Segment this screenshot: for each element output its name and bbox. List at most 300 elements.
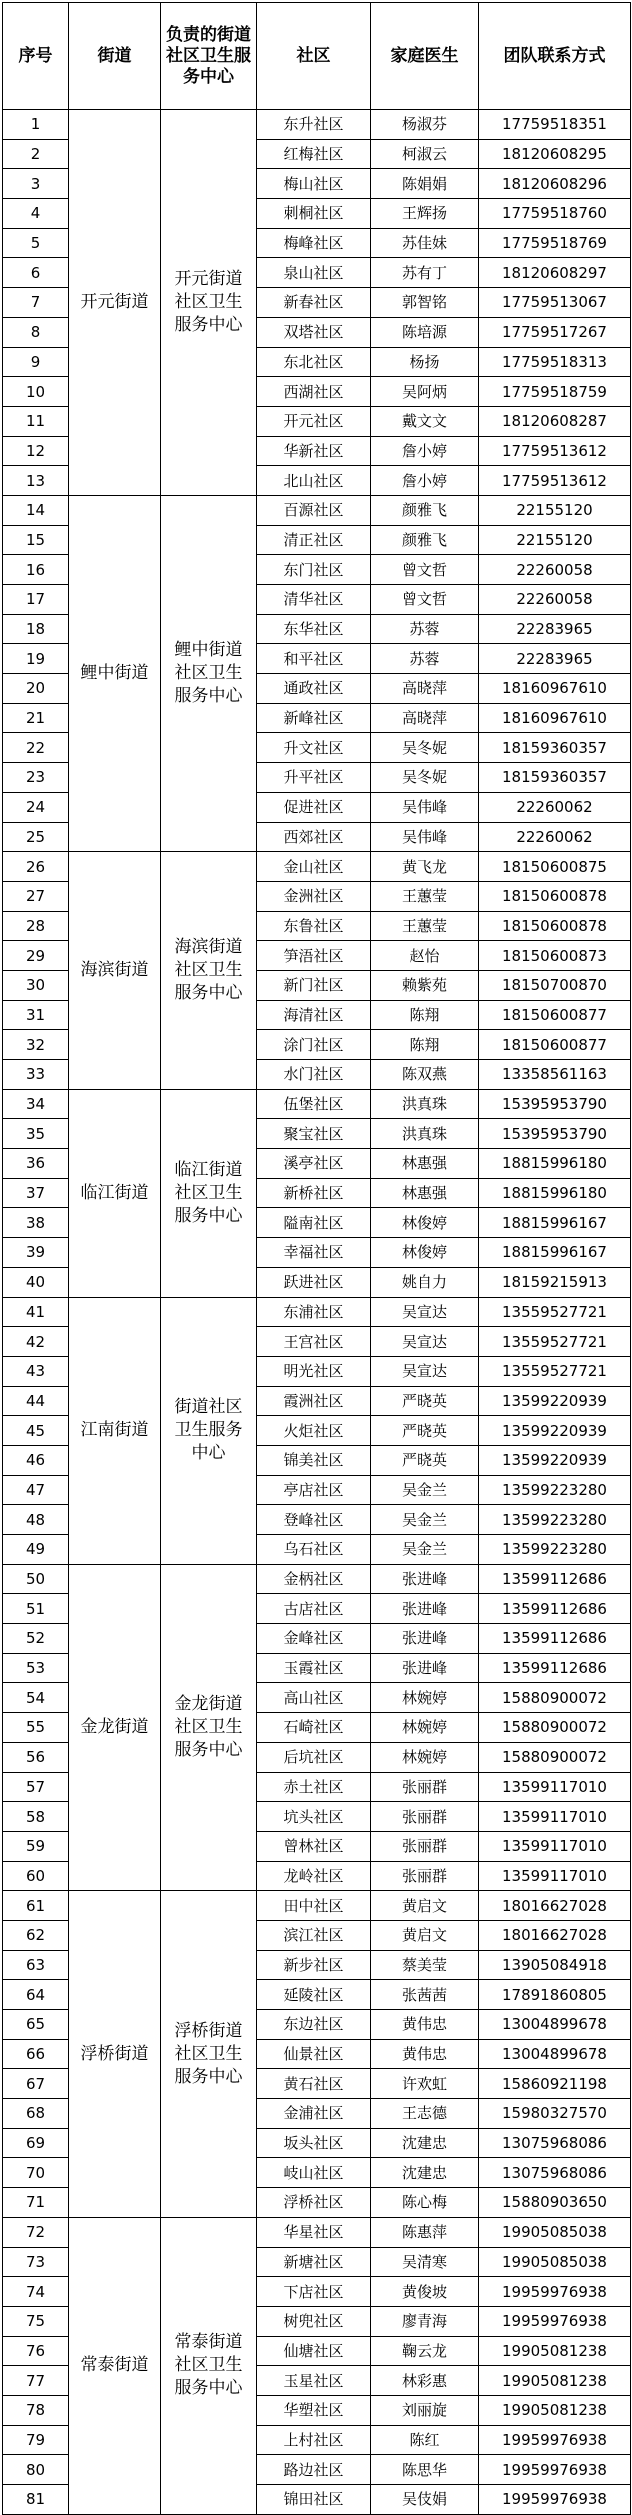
doctor-cell: 苏蓉 xyxy=(371,644,479,674)
doctor-cell: 陈翔 xyxy=(371,1030,479,1060)
community-cell: 西湖社区 xyxy=(257,377,371,407)
doctor-cell: 张进峰 xyxy=(371,1564,479,1594)
contact-cell: 18150600877 xyxy=(479,1030,631,1060)
contact-cell: 15395953790 xyxy=(479,1119,631,1149)
doctor-cell: 刘丽旋 xyxy=(371,2395,479,2425)
doctor-cell: 吴金兰 xyxy=(371,1505,479,1535)
doctor-cell: 黄启文 xyxy=(371,1891,479,1921)
row-number-cell: 64 xyxy=(3,1980,69,2010)
contact-cell: 22155120 xyxy=(479,525,631,555)
contact-cell: 17759513612 xyxy=(479,466,631,496)
row-number-cell: 37 xyxy=(3,1178,69,1208)
row-number-cell: 73 xyxy=(3,2247,69,2277)
doctor-cell: 王志德 xyxy=(371,2099,479,2129)
row-number-cell: 4 xyxy=(3,199,69,229)
doctor-cell: 曾文哲 xyxy=(371,555,479,585)
row-number-cell: 43 xyxy=(3,1356,69,1386)
row-number-cell: 68 xyxy=(3,2099,69,2129)
street-cell: 常泰街道 xyxy=(69,2217,161,2514)
street-cell: 临江街道 xyxy=(69,1089,161,1297)
row-number-cell: 35 xyxy=(3,1119,69,1149)
contact-cell: 19959976938 xyxy=(479,2485,631,2515)
doctor-cell: 陈惠萍 xyxy=(371,2217,479,2247)
contact-cell: 13905084918 xyxy=(479,1950,631,1980)
row-number-cell: 20 xyxy=(3,674,69,704)
contact-cell: 13599220939 xyxy=(479,1416,631,1446)
community-cell: 岐山社区 xyxy=(257,2158,371,2188)
doctor-cell: 鞠云龙 xyxy=(371,2336,479,2366)
doctor-cell: 陈娟娟 xyxy=(371,169,479,199)
row-number-cell: 14 xyxy=(3,495,69,525)
contact-cell: 13559527721 xyxy=(479,1297,631,1327)
community-cell: 锦田社区 xyxy=(257,2485,371,2515)
row-number-cell: 72 xyxy=(3,2217,69,2247)
contact-cell: 19905081238 xyxy=(479,2395,631,2425)
contact-cell: 13559527721 xyxy=(479,1356,631,1386)
contact-cell: 13599117010 xyxy=(479,1861,631,1891)
health-center-cell: 鲤中街道社区卫生服务中心 xyxy=(161,495,257,851)
contact-cell: 13599112686 xyxy=(479,1594,631,1624)
contact-cell: 15880900072 xyxy=(479,1683,631,1713)
community-cell: 路边社区 xyxy=(257,2455,371,2485)
doctor-cell: 王辉扬 xyxy=(371,199,479,229)
row-number-cell: 24 xyxy=(3,792,69,822)
row-number-cell: 33 xyxy=(3,1060,69,1090)
contact-cell: 13599223280 xyxy=(479,1505,631,1535)
community-cell: 华星社区 xyxy=(257,2217,371,2247)
community-cell: 锦美社区 xyxy=(257,1445,371,1475)
community-cell: 东华社区 xyxy=(257,614,371,644)
doctor-cell: 吴宣达 xyxy=(371,1356,479,1386)
community-cell: 金山社区 xyxy=(257,852,371,882)
doctor-cell: 陈心梅 xyxy=(371,2188,479,2218)
doctor-cell: 黄俊坡 xyxy=(371,2277,479,2307)
community-cell: 新塘社区 xyxy=(257,2247,371,2277)
doctor-cell: 吴伎娟 xyxy=(371,2485,479,2515)
row-number-cell: 63 xyxy=(3,1950,69,1980)
community-cell: 下店社区 xyxy=(257,2277,371,2307)
row-number-cell: 59 xyxy=(3,1831,69,1861)
doctor-cell: 吴伟峰 xyxy=(371,822,479,852)
doctor-cell: 苏佳妹 xyxy=(371,228,479,258)
row-number-cell: 13 xyxy=(3,466,69,496)
street-cell: 江南街道 xyxy=(69,1297,161,1564)
community-cell: 新步社区 xyxy=(257,1950,371,1980)
table-row xyxy=(3,1089,631,1119)
health-center-cell: 常泰街道社区卫生服务中心 xyxy=(161,2217,257,2514)
community-cell: 泉山社区 xyxy=(257,258,371,288)
doctor-cell: 黄启文 xyxy=(371,1920,479,1950)
row-number-cell: 6 xyxy=(3,258,69,288)
community-cell: 华塑社区 xyxy=(257,2395,371,2425)
row-number-cell: 77 xyxy=(3,2366,69,2396)
contact-cell: 13599117010 xyxy=(479,1802,631,1832)
contact-cell: 17891860805 xyxy=(479,1980,631,2010)
community-cell: 新门社区 xyxy=(257,970,371,1000)
community-cell: 东浦社区 xyxy=(257,1297,371,1327)
row-number-cell: 60 xyxy=(3,1861,69,1891)
street-cell: 鲤中街道 xyxy=(69,495,161,851)
row-number-cell: 39 xyxy=(3,1238,69,1268)
community-cell: 龙岭社区 xyxy=(257,1861,371,1891)
table-row xyxy=(3,110,631,140)
doctor-cell: 杨淑芬 xyxy=(371,110,479,140)
row-number-cell: 12 xyxy=(3,436,69,466)
contact-cell: 13599220939 xyxy=(479,1445,631,1475)
doctor-cell: 赖紫苑 xyxy=(371,970,479,1000)
row-number-cell: 58 xyxy=(3,1802,69,1832)
health-center-cell: 临江街道社区卫生服务中心 xyxy=(161,1089,257,1297)
row-number-cell: 34 xyxy=(3,1089,69,1119)
community-cell: 跃进社区 xyxy=(257,1267,371,1297)
contact-cell: 13599223280 xyxy=(479,1475,631,1505)
contact-cell: 13358561163 xyxy=(479,1060,631,1090)
doctor-cell: 苏有丁 xyxy=(371,258,479,288)
community-cell: 水门社区 xyxy=(257,1060,371,1090)
doctor-cell: 林惠强 xyxy=(371,1149,479,1179)
doctor-cell: 吴宣达 xyxy=(371,1297,479,1327)
community-cell: 通政社区 xyxy=(257,674,371,704)
contact-cell: 22260058 xyxy=(479,585,631,615)
contact-cell: 17759518759 xyxy=(479,377,631,407)
community-cell: 后坑社区 xyxy=(257,1742,371,1772)
doctor-cell: 陈双燕 xyxy=(371,1060,479,1090)
street-cell: 金龙街道 xyxy=(69,1564,161,1891)
contact-cell: 13599223280 xyxy=(479,1535,631,1565)
community-cell: 升文社区 xyxy=(257,733,371,763)
table-body xyxy=(3,110,631,2515)
header-cell: 社区 xyxy=(257,3,371,110)
doctor-cell: 许欢虹 xyxy=(371,2069,479,2099)
street-cell: 开元街道 xyxy=(69,110,161,496)
community-cell: 赤土社区 xyxy=(257,1772,371,1802)
community-cell: 升平社区 xyxy=(257,763,371,793)
doctor-cell: 张茜茜 xyxy=(371,1980,479,2010)
community-cell: 华新社区 xyxy=(257,436,371,466)
community-cell: 红梅社区 xyxy=(257,139,371,169)
contact-cell: 22260062 xyxy=(479,822,631,852)
doctor-cell: 陈翔 xyxy=(371,1000,479,1030)
community-cell: 梅山社区 xyxy=(257,169,371,199)
row-number-cell: 45 xyxy=(3,1416,69,1446)
contact-cell: 18150600878 xyxy=(479,911,631,941)
community-cell: 隘南社区 xyxy=(257,1208,371,1238)
table-row xyxy=(3,1297,631,1327)
community-cell: 霞洲社区 xyxy=(257,1386,371,1416)
community-cell: 笋浯社区 xyxy=(257,941,371,971)
row-number-cell: 62 xyxy=(3,1920,69,1950)
row-number-cell: 1 xyxy=(3,110,69,140)
row-number-cell: 80 xyxy=(3,2455,69,2485)
row-number-cell: 9 xyxy=(3,347,69,377)
row-number-cell: 75 xyxy=(3,2306,69,2336)
community-cell: 石崎社区 xyxy=(257,1713,371,1743)
community-cell: 登峰社区 xyxy=(257,1505,371,1535)
row-number-cell: 74 xyxy=(3,2277,69,2307)
row-number-cell: 71 xyxy=(3,2188,69,2218)
row-number-cell: 55 xyxy=(3,1713,69,1743)
community-cell: 伍堡社区 xyxy=(257,1089,371,1119)
contact-cell: 18159215913 xyxy=(479,1267,631,1297)
street-cell: 浮桥街道 xyxy=(69,1891,161,2218)
contact-cell: 13075968086 xyxy=(479,2128,631,2158)
row-number-cell: 66 xyxy=(3,2039,69,2069)
row-number-cell: 36 xyxy=(3,1149,69,1179)
contact-cell: 22260062 xyxy=(479,792,631,822)
doctor-cell: 柯淑云 xyxy=(371,139,479,169)
community-cell: 金峰社区 xyxy=(257,1624,371,1654)
contact-cell: 18160967610 xyxy=(479,674,631,704)
row-number-cell: 8 xyxy=(3,317,69,347)
community-cell: 涂门社区 xyxy=(257,1030,371,1060)
community-cell: 新春社区 xyxy=(257,288,371,318)
row-number-cell: 29 xyxy=(3,941,69,971)
contact-cell: 13599112686 xyxy=(479,1624,631,1654)
community-cell: 新峰社区 xyxy=(257,703,371,733)
row-number-cell: 48 xyxy=(3,1505,69,1535)
doctor-cell: 林俊婷 xyxy=(371,1208,479,1238)
community-cell: 清正社区 xyxy=(257,525,371,555)
community-cell: 新桥社区 xyxy=(257,1178,371,1208)
row-number-cell: 15 xyxy=(3,525,69,555)
community-cell: 亭店社区 xyxy=(257,1475,371,1505)
contact-cell: 15860921198 xyxy=(479,2069,631,2099)
doctor-cell: 郭智铭 xyxy=(371,288,479,318)
doctor-cell: 杨扬 xyxy=(371,347,479,377)
contact-cell: 19959976938 xyxy=(479,2306,631,2336)
contact-cell: 17759518769 xyxy=(479,228,631,258)
community-cell: 梅峰社区 xyxy=(257,228,371,258)
community-cell: 古店社区 xyxy=(257,1594,371,1624)
row-number-cell: 10 xyxy=(3,377,69,407)
doctor-cell: 张进峰 xyxy=(371,1594,479,1624)
doctor-cell: 林婉婷 xyxy=(371,1683,479,1713)
table-row xyxy=(3,2217,631,2247)
doctor-cell: 林婉婷 xyxy=(371,1713,479,1743)
community-cell: 北山社区 xyxy=(257,466,371,496)
doctor-cell: 高晓萍 xyxy=(371,703,479,733)
contact-cell: 18150600877 xyxy=(479,1000,631,1030)
health-center-cell: 开元街道社区卫生服务中心 xyxy=(161,110,257,496)
contact-cell: 17759513067 xyxy=(479,288,631,318)
row-number-cell: 17 xyxy=(3,585,69,615)
community-cell: 高山社区 xyxy=(257,1683,371,1713)
doctor-cell: 姚自力 xyxy=(371,1267,479,1297)
community-cell: 双塔社区 xyxy=(257,317,371,347)
contact-cell: 19959976938 xyxy=(479,2455,631,2485)
doctor-cell: 张丽群 xyxy=(371,1831,479,1861)
row-number-cell: 25 xyxy=(3,822,69,852)
row-number-cell: 40 xyxy=(3,1267,69,1297)
doctor-cell: 颜雅飞 xyxy=(371,495,479,525)
doctor-cell: 陈培源 xyxy=(371,317,479,347)
contact-cell: 19905081238 xyxy=(479,2366,631,2396)
doctor-cell: 詹小婷 xyxy=(371,466,479,496)
doctor-cell: 严晓英 xyxy=(371,1416,479,1446)
header-cell: 序号 xyxy=(3,3,69,110)
contact-cell: 13599117010 xyxy=(479,1831,631,1861)
community-cell: 和平社区 xyxy=(257,644,371,674)
family-doctor-table xyxy=(2,2,631,2515)
community-cell: 明光社区 xyxy=(257,1356,371,1386)
doctor-cell: 吴宣达 xyxy=(371,1327,479,1357)
doctor-cell: 沈建忠 xyxy=(371,2128,479,2158)
community-cell: 坑头社区 xyxy=(257,1802,371,1832)
doctor-cell: 吴伟峰 xyxy=(371,792,479,822)
contact-cell: 19959976938 xyxy=(479,2277,631,2307)
doctor-cell: 陈红 xyxy=(371,2425,479,2455)
community-cell: 火炬社区 xyxy=(257,1416,371,1446)
contact-cell: 13599220939 xyxy=(479,1386,631,1416)
doctor-cell: 严晓英 xyxy=(371,1445,479,1475)
doctor-cell: 吴冬妮 xyxy=(371,763,479,793)
row-number-cell: 54 xyxy=(3,1683,69,1713)
row-number-cell: 49 xyxy=(3,1535,69,1565)
community-cell: 上村社区 xyxy=(257,2425,371,2455)
community-cell: 东鲁社区 xyxy=(257,911,371,941)
community-cell: 东边社区 xyxy=(257,2010,371,2040)
row-number-cell: 2 xyxy=(3,139,69,169)
community-cell: 仙塘社区 xyxy=(257,2336,371,2366)
community-cell: 王宫社区 xyxy=(257,1327,371,1357)
community-cell: 百源社区 xyxy=(257,495,371,525)
doctor-cell: 张丽群 xyxy=(371,1802,479,1832)
table-row xyxy=(3,1891,631,1921)
contact-cell: 18160967610 xyxy=(479,703,631,733)
row-number-cell: 26 xyxy=(3,852,69,882)
row-number-cell: 42 xyxy=(3,1327,69,1357)
header-cell: 团队联系方式 xyxy=(479,3,631,110)
doctor-cell: 林婉婷 xyxy=(371,1742,479,1772)
contact-cell: 15395953790 xyxy=(479,1089,631,1119)
doctor-cell: 蔡美莹 xyxy=(371,1950,479,1980)
contact-cell: 13075968086 xyxy=(479,2158,631,2188)
row-number-cell: 7 xyxy=(3,288,69,318)
contact-cell: 18150700870 xyxy=(479,970,631,1000)
contact-cell: 13599117010 xyxy=(479,1772,631,1802)
contact-cell: 22283965 xyxy=(479,644,631,674)
contact-cell: 22260058 xyxy=(479,555,631,585)
doctor-cell: 吴冬妮 xyxy=(371,733,479,763)
header-cell: 街道 xyxy=(69,3,161,110)
community-cell: 乌石社区 xyxy=(257,1535,371,1565)
row-number-cell: 32 xyxy=(3,1030,69,1060)
row-number-cell: 46 xyxy=(3,1445,69,1475)
row-number-cell: 61 xyxy=(3,1891,69,1921)
doctor-cell: 黄飞龙 xyxy=(371,852,479,882)
row-number-cell: 69 xyxy=(3,2128,69,2158)
row-number-cell: 21 xyxy=(3,703,69,733)
doctor-cell: 赵怡 xyxy=(371,941,479,971)
community-cell: 海清社区 xyxy=(257,1000,371,1030)
community-cell: 玉霞社区 xyxy=(257,1653,371,1683)
community-cell: 清华社区 xyxy=(257,585,371,615)
contact-cell: 18159360357 xyxy=(479,763,631,793)
doctor-cell: 黄伟忠 xyxy=(371,2010,479,2040)
community-cell: 延陵社区 xyxy=(257,1980,371,2010)
contact-cell: 19905085038 xyxy=(479,2247,631,2277)
health-center-cell: 海滨街道社区卫生服务中心 xyxy=(161,852,257,1090)
contact-cell: 13599112686 xyxy=(479,1653,631,1683)
contact-cell: 18016627028 xyxy=(479,1920,631,1950)
health-center-cell: 街道社区卫生服务中心 xyxy=(161,1297,257,1564)
doctor-cell: 曾文哲 xyxy=(371,585,479,615)
doctor-cell: 王蕙莹 xyxy=(371,881,479,911)
community-cell: 金浦社区 xyxy=(257,2099,371,2129)
contact-cell: 18815996180 xyxy=(479,1178,631,1208)
contact-cell: 22155120 xyxy=(479,495,631,525)
doctor-cell: 吴金兰 xyxy=(371,1475,479,1505)
doctor-cell: 陈思华 xyxy=(371,2455,479,2485)
doctor-cell: 洪真珠 xyxy=(371,1119,479,1149)
row-number-cell: 76 xyxy=(3,2336,69,2366)
row-number-cell: 47 xyxy=(3,1475,69,1505)
contact-cell: 19905081238 xyxy=(479,2336,631,2366)
contact-cell: 22283965 xyxy=(479,614,631,644)
contact-cell: 17759518313 xyxy=(479,347,631,377)
doctor-cell: 吴阿炳 xyxy=(371,377,479,407)
community-cell: 曾林社区 xyxy=(257,1831,371,1861)
doctor-cell: 戴文文 xyxy=(371,406,479,436)
community-cell: 金洲社区 xyxy=(257,881,371,911)
contact-cell: 15980327570 xyxy=(479,2099,631,2129)
community-cell: 浮桥社区 xyxy=(257,2188,371,2218)
table-row xyxy=(3,852,631,882)
contact-cell: 18815996180 xyxy=(479,1149,631,1179)
doctor-cell: 张进峰 xyxy=(371,1624,479,1654)
contact-cell: 13599112686 xyxy=(479,1564,631,1594)
row-number-cell: 22 xyxy=(3,733,69,763)
contact-cell: 17759517267 xyxy=(479,317,631,347)
contact-cell: 18150600873 xyxy=(479,941,631,971)
doctor-cell: 林惠强 xyxy=(371,1178,479,1208)
contact-cell: 15880900072 xyxy=(479,1742,631,1772)
row-number-cell: 51 xyxy=(3,1594,69,1624)
community-cell: 开元社区 xyxy=(257,406,371,436)
row-number-cell: 3 xyxy=(3,169,69,199)
contact-cell: 18120608287 xyxy=(479,406,631,436)
doctor-cell: 黄伟忠 xyxy=(371,2039,479,2069)
community-cell: 田中社区 xyxy=(257,1891,371,1921)
community-cell: 树兜社区 xyxy=(257,2306,371,2336)
contact-cell: 19959976938 xyxy=(479,2425,631,2455)
doctor-cell: 张丽群 xyxy=(371,1772,479,1802)
community-cell: 促进社区 xyxy=(257,792,371,822)
header-cell: 家庭医生 xyxy=(371,3,479,110)
contact-cell: 17759518760 xyxy=(479,199,631,229)
community-cell: 溪亭社区 xyxy=(257,1149,371,1179)
community-cell: 黄石社区 xyxy=(257,2069,371,2099)
contact-cell: 18815996167 xyxy=(479,1208,631,1238)
row-number-cell: 50 xyxy=(3,1564,69,1594)
community-cell: 金柄社区 xyxy=(257,1564,371,1594)
doctor-cell: 高晓萍 xyxy=(371,674,479,704)
community-cell: 东北社区 xyxy=(257,347,371,377)
row-number-cell: 11 xyxy=(3,406,69,436)
row-number-cell: 30 xyxy=(3,970,69,1000)
header-cell: 负责的街道社区卫生服务中心 xyxy=(161,3,257,110)
row-number-cell: 28 xyxy=(3,911,69,941)
doctor-cell: 严晓英 xyxy=(371,1386,479,1416)
table-row xyxy=(3,495,631,525)
community-cell: 东升社区 xyxy=(257,110,371,140)
doctor-cell: 洪真珠 xyxy=(371,1089,479,1119)
row-number-cell: 81 xyxy=(3,2485,69,2515)
doctor-cell: 吴金兰 xyxy=(371,1535,479,1565)
row-number-cell: 31 xyxy=(3,1000,69,1030)
doctor-cell: 林彩惠 xyxy=(371,2366,479,2396)
contact-cell: 17759518351 xyxy=(479,110,631,140)
